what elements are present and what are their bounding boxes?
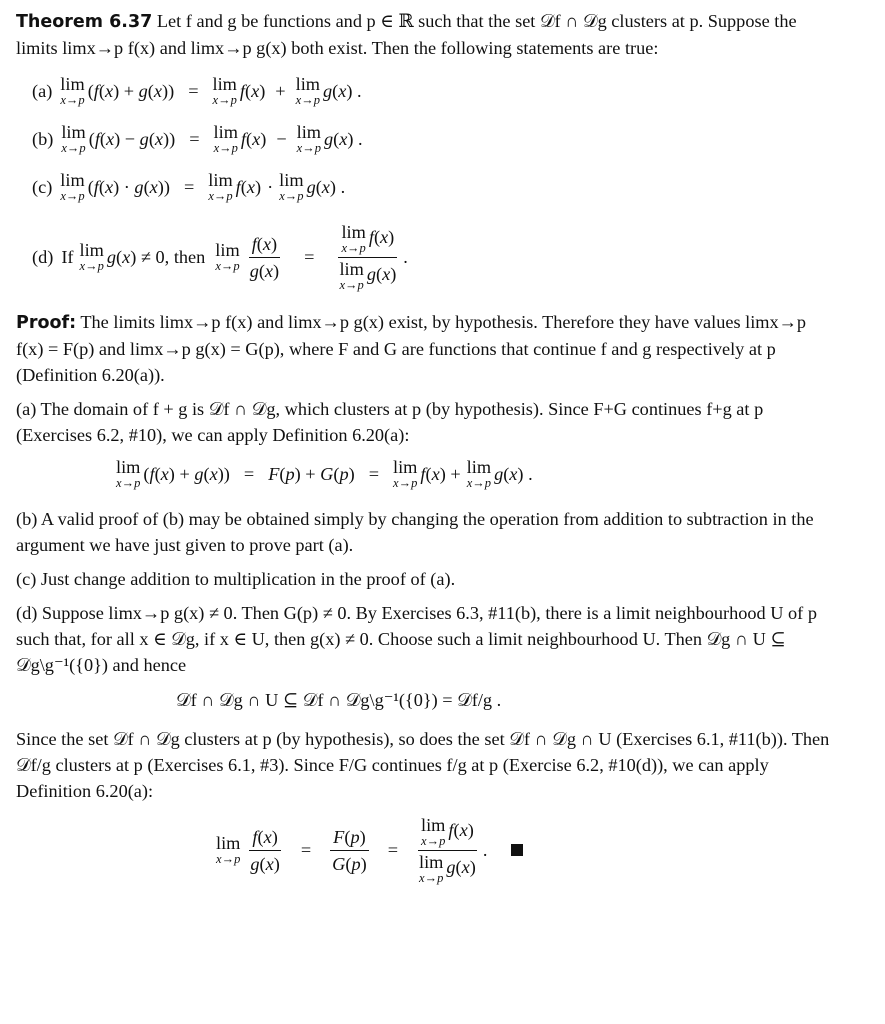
lim-operator: lim x→p: [466, 457, 492, 491]
proof-part-b: (b) A valid proof of (b) may be obtained simply by changing the operation from addition to subtraction in the argument we have just given to prove part (a).: [16, 509, 814, 555]
lim-operator: lim x→p: [393, 457, 418, 491]
item-b-label: (b): [32, 129, 54, 149]
lim-operator: lim x→p: [213, 122, 238, 156]
lim-operator: lim x→p: [295, 74, 320, 108]
equals-sign: =: [387, 840, 398, 860]
item-d-label: (d): [32, 247, 54, 267]
item-a-lhs: (f(x) + g(x)): [87, 81, 175, 101]
lim-operator: lim x→p: [215, 240, 240, 274]
qed-square-icon: [511, 844, 523, 856]
theorem-item-c: [32, 163, 836, 211]
item-c-label: (c): [32, 177, 53, 197]
item-a-label: (a): [32, 81, 53, 101]
dot-sign: ·: [267, 177, 274, 197]
proof-part-c: (c) Just change addition to multiplication in the proof of (a).: [16, 569, 456, 589]
proof-intro-text: The limits limx→p f(x) and limx→p g(x) exist, by hypothesis. Therefore they have values limx→p f(x) = F(p) and limx→p g(x) = G(p), where F and G are functions that continue f and g respectively at p (Definition 6.20(a)).: [16, 312, 807, 385]
theorem-item-a: [32, 67, 836, 115]
item-a-rhs-f: f(x): [239, 81, 266, 101]
item-a-rhs-g: g(x) .: [323, 81, 362, 101]
final-lhs-fraction: $\frac{f(x)}{g(x)}$: [250, 826, 280, 874]
lim-operator: lim x→p: [296, 122, 322, 156]
item-d-if: If: [61, 247, 74, 267]
proof-part-a: (a) The domain of f + g is 𝒟f ∩ 𝒟g, which clusters at p (by hypothesis). Since F+G continues f+g at p (Exercises 6.2, #10), we can apply Definition 6.20(a):: [16, 399, 764, 445]
final-mid-fraction: $\frac{F(p)}{G(p)}$: [332, 826, 367, 874]
theorem-title: Theorem 6.37: [16, 12, 153, 32]
lim-operator: lim x→p: [60, 74, 85, 108]
page: [16, 8, 836, 892]
lim-operator: lim x→p: [60, 170, 85, 204]
lim-operator: lim x→p: [212, 74, 237, 108]
final-equation: [216, 808, 836, 892]
item-d-condition: g(x) ≠ 0: [106, 247, 165, 267]
proof-intro: [16, 309, 836, 388]
item-d-lhs-fraction: $\frac{f(x)}{g(x)}$: [249, 233, 280, 281]
item-b-rhs-g: g(x) .: [324, 129, 363, 149]
item-b-lhs: (f(x) − g(x)): [88, 129, 176, 149]
lim-operator: lim x→p: [208, 170, 233, 204]
item-d-then: , then: [164, 247, 206, 267]
item-c-rhs-g: g(x) .: [306, 177, 346, 197]
lim-operator: lim x→p: [79, 240, 104, 274]
theorem-text: Let f and g be functions and p ∈ ℝ such that the set 𝒟f ∩ 𝒟g clusters at p. Suppose the limits limx→p f(x) and limx→p g(x) both exist. Then the following statements are true:: [16, 11, 797, 58]
final-rhs-fraction: lim x→p f(x) lim x→p g(x): [419, 814, 476, 885]
lim-operator: lim x→p: [116, 457, 141, 491]
period: .: [403, 247, 408, 267]
item-c-rhs-f: f(x): [235, 177, 262, 197]
equals-sign: =: [189, 129, 200, 149]
lim-operator: lim x→p: [216, 833, 241, 867]
theorem-item-d: [32, 211, 836, 303]
proof-label: Proof:: [16, 313, 77, 333]
equals-sign: =: [183, 177, 195, 197]
minus-sign: −: [276, 129, 287, 149]
proof-part-d: (d) Suppose limx→p g(x) ≠ 0. Then G(p) ≠ 0. By Exercises 6.3, #11(b), there is a limit neighbourhood U of p such that, for all x ∈ 𝒟g, if x ∈ U, then g(x) ≠ 0. Choose such a limit neighbourhood U. Then 𝒟g ∩ U ⊆ 𝒟g\g⁻¹({0}) and hence: [16, 603, 817, 675]
equals-sign: =: [188, 81, 199, 101]
equals-sign: =: [304, 247, 315, 267]
period: .: [482, 840, 488, 860]
item-d-rhs-fraction: lim x→p f(x) lim x→p g(x): [339, 221, 397, 292]
item-b-rhs-f: f(x): [240, 129, 267, 149]
set-equation: 𝒟f ∩ 𝒟g ∩ U ⊆ 𝒟f ∩ 𝒟g\g⁻¹({0}) = 𝒟f/g .: [176, 690, 502, 710]
lim-operator: lim x→p: [279, 170, 304, 204]
item-c-lhs: (f(x) · g(x)): [87, 177, 170, 197]
theorem-statement: [16, 8, 836, 61]
equals-sign: =: [368, 464, 379, 484]
equals-sign: =: [243, 464, 255, 484]
theorem-item-b: [32, 115, 836, 163]
proof-closing: Since the set 𝒟f ∩ 𝒟g clusters at p (by hypothesis), so does the set 𝒟f ∩ 𝒟g ∩ U (Exercises 6.1, #11(b)). Then 𝒟f/g clusters at p (Exercises 6.1, #3). Since F/G continues f/g at p (Exercise 6.2, #10(d)), we can apply Definition 6.20(a):: [16, 729, 830, 801]
proof-a-equation: lim x→p (f(x) + g(x)) = F(p) + G(p) = lim x→p f(x) + lim x→p g(x) .: [116, 457, 533, 491]
lim-operator: lim x→p: [61, 122, 86, 156]
plus-sign: +: [275, 81, 286, 101]
equals-sign: =: [300, 840, 312, 860]
